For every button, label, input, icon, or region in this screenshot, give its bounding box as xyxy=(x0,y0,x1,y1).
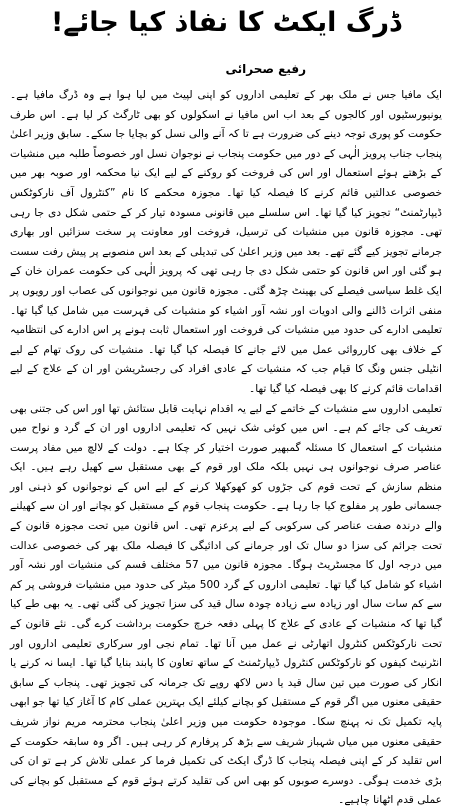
article-paragraph-1: ایک مافیا جس نے ملک بھر کے تعلیمی اداروں کو اپنی لپیٹ میں لیا ہوا ہے وہ ڈرگ مافیا ہے۔ یونیورسٹیوں اور کالجوں کے بعد اب اس مافیا نے اسکولوں کو بھی ٹارگٹ کر لیا ہے۔ اس طرف حکومت کو پوری توجہ دینے کی ضرورت ہے تا کہ آنے والی نسل کو بچایا جا سکے۔ سابق وزیر اعلیٰ پنجاب جناب پرویز الٰہی کے دور میں حکومت پنجاب نے نوجوان نسل اور خصوصاً طلبہ میں منشیات کے بڑھتے ہوئے استعمال اور اس کی فروخت کو روکنے کے لیے ایک نیا محکمہ اور صوبہ بھر میں خصوصی عدالتیں قائم کرنے کا فیصلہ کیا تھا۔ مجوزہ محکمے کا نام ”کنٹرول آف نارکوٹکس ڈیپارٹمنٹ“ تجویز کیا گیا تھا۔ اس سلسلے میں قانونی مسودہ تیار کر کے حتمی شکل دی جا رہی تھی۔ مجوزہ قانون میں منشیات کی ترسیل، فروخت اور معاونت پر سخت سزائیں اور بھاری جرمانے تجویز کیے گئے تھے۔ بعد میں وزیر اعلیٰ کی تبدیلی کے بعد اس منصوبے پر پیش رفت سست ہو گئی اور اس قانون کو حتمی شکل دی جا رہی تھی کہ پرویز الٰہی کی حکومت عمران خان کے ایک غلط سیاسی فیصلے کی بھینٹ چڑھ گئی۔ مجوزہ قانون میں نوجوانوں کی عصاب اور رویوں پر منفی اثرات ڈالنے والی ادویات اور نشہ آور اشیاء کو منشیات کی فہرست میں شامل کیا گیا تھا۔ تعلیمی ادارے کی حدود میں منشیات کی فروخت اور استعمال ثابت ہونے پر اس ادارے کی انتظامیہ کے خلاف بھی کارروائی عمل میں لائے جانے کا فیصلہ کیا گیا تھا۔ منشیات کی روک تھام کے لیے انٹیلی جنس ونگ کا قیام جب کہ منشیات کے عادی افراد کی رجسٹریشن اور ان کے علاج کے لیے اقدامات قائم کرنے کا بھی فیصلہ کیا گیا تھا۔ xyxy=(10,89,442,395)
article-byline: رفیع صحرائی xyxy=(225,62,306,76)
article-headline: ڈرگ ایکٹ کا نفاذ کیا جائے! xyxy=(50,7,402,38)
article-paragraph-2: تعلیمی اداروں سے منشیات کے خاتمے کے لیے یہ اقدام نہایت قابل ستائش تھا اور اس کی جتنی بھی تعریف کی جائے کم ہے۔ اس میں کوئی شک نہیں کہ تعلیمی اداروں اور ان کے گرد و نواح میں منشیات کے استعمال کا مسئلہ گمبھیر صورت اختیار کر چکا ہے۔ دولت کے لالچ میں مفاد پرست عناصر صرف نوجوانوں ہی نہیں بلکہ ملک اور قوم کے بھی مستقبل سے کھیل رہے ہیں۔ ایک منظم سازش کے تحت قوم کی جڑوں کو کھوکھلا کرنے کے لیے اس کے نوجوانوں کو ذہنی اور جسمانی طور پر مفلوج کیا جا رہا ہے۔ حکومت پنجاب قوم کے مستقبل کو بچانے اور ان سے کھیلنے والے درندہ صفت عناصر کی سرکوبی کے لیے پرعزم تھی۔ اس قانون میں تحت مجوزہ قانون کے تحت جرائم کی سزا دو سال تک اور جرمانے کی ادائیگی کا فیصلہ ملک بھر کی خصوصی عدالت میں درجہ اول کا مجسٹریٹ ہوگا۔ مجوزہ قانون میں 57 مختلف قسم کی منشیات اور نشہ آور اشیاء کو شامل کیا گیا تھا۔ تعلیمی اداروں کے گرد 500 میٹر کی حدود میں منشیات فروشی پر کم سے کم سات سال اور زیادہ سے زیادہ چودہ سال قید کی سزا تجویز کی گئی تھی۔ یہ بھی طے کیا گیا تھا کہ منشیات کے عادی کے علاج کا پہلی دفعہ خرچ حکومت برداشت کرے گی۔ نئے قانون کے تحت نارکوٹکس کنٹرول اتھارٹی نے عمل میں آنا تھا۔ تمام نجی اور سرکاری تعلیمی اداروں اور انٹرنیٹ کیفوں کو نارکوٹکس کنٹرول ڈیپارٹمنٹ کے ساتھ تعاون کا پابند بنایا گیا تھا۔ ایسا نہ کرنے یا انکار کی صورت میں تین سال قید یا دس لاکھ روپے تک جرمانہ کی تجویز تھی۔ پنجاب کے سابق حقیقی معنوں میں اگر قوم کے مستقبل کو بچانے کیلئے ایک بہترین عملی کام کا آغاز کیا تھا جو ابھی پایہ تکمیل تک نہ پہنچ سکا۔ موجودہ حکومت میں وزیر اعلیٰ پنجاب محترمہ مریم نواز شریف حقیقی معنوں میں میاں شہباز شریف سے بڑھ کر پرفارم کر رہی ہیں۔ اگر وہ سابقہ حکومت کے اس تقلید کر کے اپنی فیصلہ پنجاب کا ڈرگ ایکٹ کی تکمیل فرما کر عملی تلاش کر ہے تو ان کی بڑی خدمت ہوگی۔ دوسرے صوبوں کو بھی اس کی تقلید کرتے ہوئے قوم کے مستقبل کو بچانے کی عملی قدم اٹھانا چاہیے۔ xyxy=(10,402,442,807)
